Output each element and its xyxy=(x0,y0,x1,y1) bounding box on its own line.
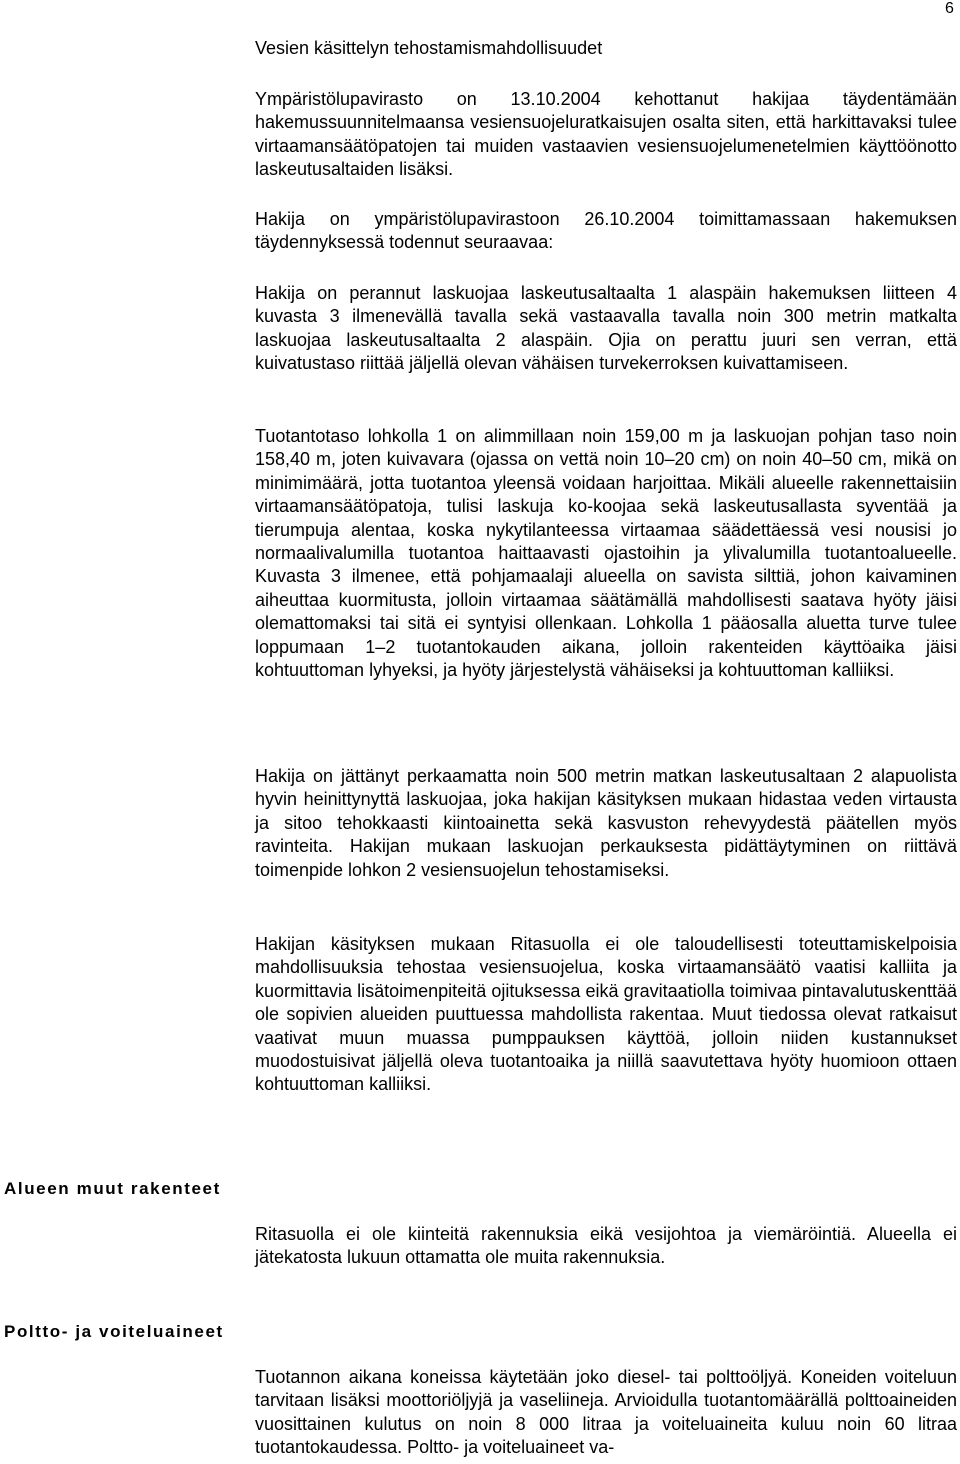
body-paragraph-rakenteet xyxy=(255,1223,957,1270)
paragraph-text: Hakija on jättänyt perkaamatta noin 500 metrin matkan laskeutusaltaan 2 alapuolista hyvin heinittynyttä laskuojaa, joka hakijan käsityksen mukaan hidastaa veden virtausta ja sitoo tehokkaasti kiintoainetta sekä kasvuston rehevyydestä päätellen myös ravinteita. Hakijan mukaan laskuojan perkauksesta pidättäytyminen on riittävä toimenpide lohkon 2 vesiensuojelun tehostamiseksi. xyxy=(255,766,957,880)
body-paragraph-4 xyxy=(255,425,957,682)
paragraph-text: Hakijan käsityksen mukaan Ritasuolla ei ole taloudellisesti toteuttamiskelpoisia mahdollisuuksia tehostaa vesiensuojelua, koska virtaamansäätö vaatisi kalliita ja kuormittavia lisätoimenpiteitä ojituksessa eikä gravitaatiolla toimivaa pintavalutuskenttää ole sopivien alueiden puuttuessa mahdollista rakentaa. Muut tiedossa olevat ratkaisut vaativat muun muassa pumppauksen käyttöä, jolloin niiden kustannukset muodostuisivat jäljellä oleva tuotantoaika ja niillä saavutettava hyöty huomioon ottaen kohtuuttoman kalliiksi. xyxy=(255,934,957,1095)
body-paragraph-5 xyxy=(255,765,957,882)
paragraph-text: Tuotannon aikana koneissa käytetään joko diesel- tai polttoöljyä. Koneiden voiteluun tarvitaan lisäksi moottoriöljyjä ja vaseliineja. Arvioidulla tuotantomäärällä polttoaineiden vuosittainen kulutus on noin 8 000 litraa ja voiteluaineita kuluu noin 60 litraa tuotantokaudessa. Poltto- ja voiteluaineet va- xyxy=(255,1367,957,1458)
side-heading-poltto-ja-voiteluaineet: Poltto- ja voiteluaineet xyxy=(4,1322,224,1341)
body-paragraph-3 xyxy=(255,282,957,376)
body-paragraph-2 xyxy=(255,208,957,255)
paragraph-text: Hakija on ympäristölupavirastoon 26.10.2004 toimittamassaan hakemuksen täydennyksessä todennut seuraavaa: xyxy=(255,209,957,253)
page-number: 6 xyxy=(945,0,954,17)
paragraph-text: Hakija on perannut laskuojaa laskeutusaltaalta 1 alaspäin hakemuksen liitteen 4 kuvasta 3 ilmenevällä tavalla sekä vastaavalla tavalla noin 300 metrin matkalta laskuojaa laskeutusaltaalta 2 alaspäin. Ojia on perattu juuri sen verran, että kuivatustaso riittää jäljellä olevan vähäisen turvekerroksen kuivattamiseen. xyxy=(255,283,957,374)
body-paragraph-1 xyxy=(255,88,957,182)
paragraph-text: Ritasuolla ei ole kiinteitä rakennuksia eikä vesijohtoa ja viemäröintiä. Alueella ei jätekatosta lukuun ottamatta ole muita rakennuksia. xyxy=(255,1224,957,1268)
paragraph-text: Ympäristölupavirasto on 13.10.2004 kehottanut hakijaa täydentämään hakemussuunnitelmaansa vesiensuojeluratkaisujen osalta siten, että harkittavaksi tulee virtaamansäätöpatojen tai muiden vastaavien vesiensuojelumenetelmien käyttöönotto laskeutusaltaiden lisäksi. xyxy=(255,89,957,180)
paragraph-text: Tuotantotaso lohkolla 1 on alimmillaan noin 159,00 m ja laskuojan pohjan taso noin 158,40 m, joten kuivavara (ojassa on vettä noin 10–20 cm) on noin 40–50 cm, mikä on minimimäärä, jotta tuotantoa yleensä voidaan harjoittaa. Mikäli alueelle rakennettaisiin virtaamansäätöpatoja, tulisi laskuja ko-koojaa sekä laskeutusallasta syventää ja tierumpuja alentaa, koska nykytilanteessa virtaamaa säädettäessä vesi nousisi jo normaalivalumilla tuotantoa haittaavasti ojastoihin ja ylivalumilla tuotantoalueelle. Kuvasta 3 ilmenee, että pohjamaalaji alueella on savista silttiä, johon kaivaminen aiheuttaa kuormitusta, jolloin virtaamaa säätämällä mahdollisesti saatava hyöty jäisi olemattomaksi tai sitä ei syntyisi ollenkaan. Lohkolla 1 pääosalla aluetta turve tulee loppumaan 1–2 tuotantokauden aikana, jolloin rakenteiden käyttöaika jäisi kohtuuttoman lyhyeksi, ja hyöty järjestelystä vähäiseksi ja kohtuuttoman kalliiksi. xyxy=(255,426,957,681)
body-paragraph-6 xyxy=(255,933,957,1097)
body-paragraph-voiteluaineet xyxy=(255,1366,957,1460)
side-heading-alueen-muut-rakenteet: Alueen muut rakenteet xyxy=(4,1179,221,1198)
section-title: Vesien käsittelyn tehostamismahdollisuudet xyxy=(255,38,603,58)
